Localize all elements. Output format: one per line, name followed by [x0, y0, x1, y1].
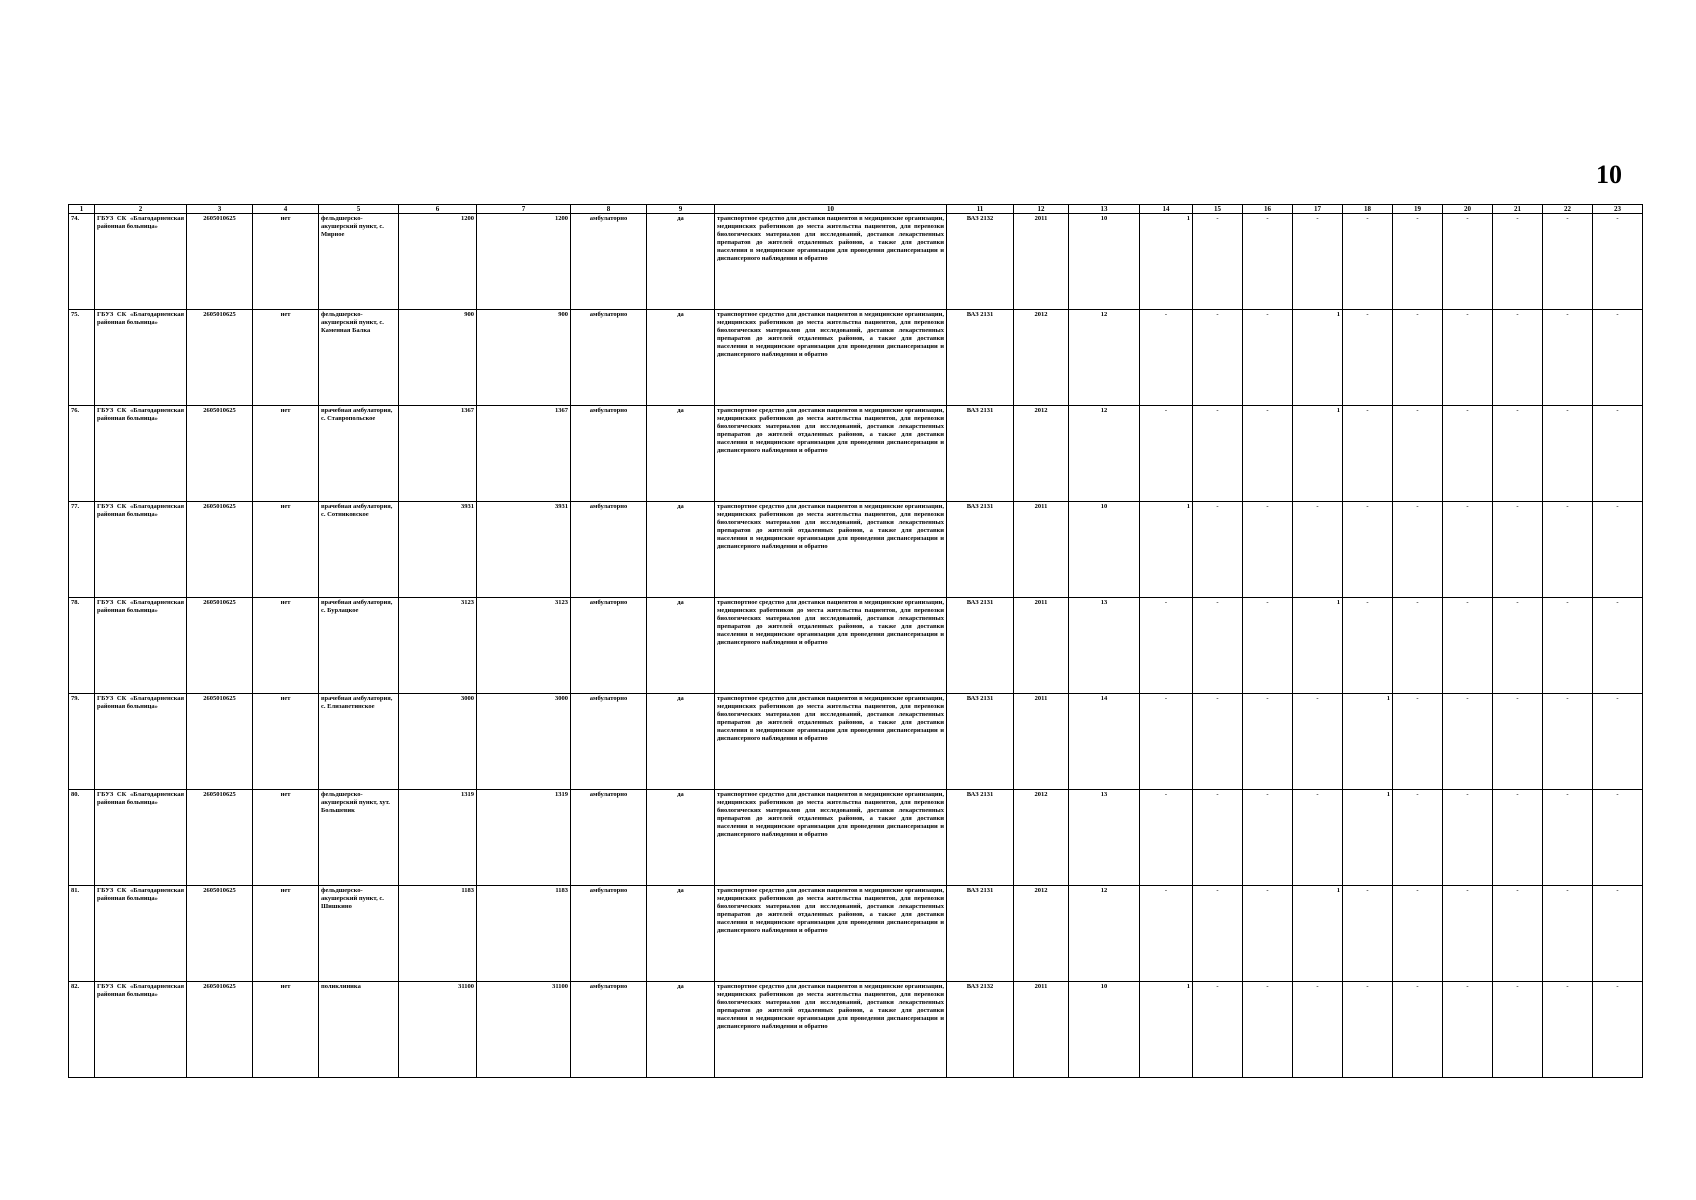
inn-code-cell: 2605010625 — [187, 406, 253, 502]
vehicle-year-cell: 2011 — [1014, 598, 1069, 694]
count-col-23-cell: - — [1593, 598, 1643, 694]
vehicle-model-cell: ВАЗ 2132 — [947, 982, 1014, 1078]
count-col-19-cell: - — [1393, 214, 1443, 310]
vehicle-purpose-cell: транспортное средство для доставки пациентов в медицинские организации, медицинских работников до места жительства пациентов, для перевозки биологических материалов для исследований, доставки лекарственных препаратов до жителей отдаленных районов, а также для доставки населения в медицинские организации для проведения диспансеризации и диспансерного наблюдения и обратно — [715, 502, 947, 598]
vehicle-age-cell: 13 — [1069, 598, 1140, 694]
location-cell: поликлиника — [319, 982, 399, 1078]
population-served-cell: 1200 — [399, 214, 477, 310]
location-cell: фельдшерско-акушерский пункт, хут. Большевик — [319, 790, 399, 886]
count-col-22-cell: - — [1543, 886, 1593, 982]
population-served-cell: 1367 — [399, 406, 477, 502]
inn-code-cell: 2605010625 — [187, 982, 253, 1078]
count-col-15-cell: - — [1193, 694, 1243, 790]
count-col-14-cell: 1 — [1140, 502, 1193, 598]
column-number-row — [69, 205, 1643, 214]
need-flag-cell: да — [647, 502, 715, 598]
inn-code-cell: 2605010625 — [187, 598, 253, 694]
column-number-11: 11 — [947, 205, 1014, 214]
inn-code-cell: 2605010625 — [187, 502, 253, 598]
ownership-flag-cell: нет — [253, 982, 319, 1078]
count-col-18-cell: - — [1343, 982, 1393, 1078]
count-col-15-cell: - — [1193, 982, 1243, 1078]
table-row — [69, 406, 1643, 502]
count-col-14-cell: - — [1140, 694, 1193, 790]
need-flag-cell: да — [647, 790, 715, 886]
count-col-17-cell: 1 — [1293, 310, 1343, 406]
inn-code-cell: 2605010625 — [187, 214, 253, 310]
count-col-15-cell: - — [1193, 790, 1243, 886]
count-col-17-cell: - — [1293, 790, 1343, 886]
count-col-22-cell: - — [1543, 598, 1593, 694]
count-col-16-cell: - — [1243, 310, 1293, 406]
count-col-16-cell: - — [1243, 502, 1293, 598]
count-col-20-cell: - — [1443, 310, 1493, 406]
count-col-23-cell: - — [1593, 982, 1643, 1078]
vehicle-year-cell: 2011 — [1014, 694, 1069, 790]
need-flag-cell: да — [647, 598, 715, 694]
column-number-19: 19 — [1393, 205, 1443, 214]
count-col-18-cell: - — [1343, 406, 1393, 502]
organization-cell: ГБУЗ СК «Благодарненская районная больница» — [95, 214, 187, 310]
row-number-cell: 80. — [69, 790, 95, 886]
need-flag-cell: да — [647, 886, 715, 982]
table-row — [69, 502, 1643, 598]
count-col-14-cell: - — [1140, 790, 1193, 886]
vehicle-age-cell: 12 — [1069, 406, 1140, 502]
column-number-6: 6 — [399, 205, 477, 214]
vehicle-purpose-cell: транспортное средство для доставки пациентов в медицинские организации, медицинских работников до места жительства пациентов, для перевозки биологических материалов для исследований, доставки лекарственных препаратов до жителей отдаленных районов, а также для доставки населения в медицинские организации для проведения диспансеризации и диспансерного наблюдения и обратно — [715, 214, 947, 310]
row-number-cell: 78. — [69, 598, 95, 694]
count-col-20-cell: - — [1443, 502, 1493, 598]
column-number-13: 13 — [1069, 205, 1140, 214]
ownership-flag-cell: нет — [253, 694, 319, 790]
vehicle-year-cell: 2012 — [1014, 310, 1069, 406]
inn-code-cell: 2605010625 — [187, 310, 253, 406]
population-served-cell: 3931 — [399, 502, 477, 598]
population-attached-cell: 3000 — [477, 694, 571, 790]
vehicle-purpose-cell: транспортное средство для доставки пациентов в медицинские организации, медицинских работников до места жительства пациентов, для перевозки биологических материалов для исследований, доставки лекарственных препаратов до жителей отдаленных районов, а также для доставки населения в медицинские организации для проведения диспансеризации и диспансерного наблюдения и обратно — [715, 982, 947, 1078]
vehicle-model-cell: ВАЗ 2131 — [947, 310, 1014, 406]
table-row — [69, 790, 1643, 886]
column-number-21: 21 — [1493, 205, 1543, 214]
count-col-19-cell: - — [1393, 886, 1443, 982]
column-number-4: 4 — [253, 205, 319, 214]
vehicle-age-cell: 14 — [1069, 694, 1140, 790]
vehicle-model-cell: ВАЗ 2131 — [947, 790, 1014, 886]
count-col-20-cell: - — [1443, 886, 1493, 982]
column-number-1: 1 — [69, 205, 95, 214]
ownership-flag-cell: нет — [253, 886, 319, 982]
ownership-flag-cell: нет — [253, 214, 319, 310]
population-served-cell: 900 — [399, 310, 477, 406]
table-row — [69, 598, 1643, 694]
count-col-21-cell: - — [1493, 982, 1543, 1078]
row-number-cell: 77. — [69, 502, 95, 598]
count-col-15-cell: - — [1193, 214, 1243, 310]
count-col-17-cell: - — [1293, 502, 1343, 598]
organization-cell: ГБУЗ СК «Благодарненская районная больница» — [95, 502, 187, 598]
service-mode-cell: амбулаторно — [571, 502, 647, 598]
vehicle-model-cell: ВАЗ 2131 — [947, 598, 1014, 694]
column-number-14: 14 — [1140, 205, 1193, 214]
vehicle-purpose-cell: транспортное средство для доставки пациентов в медицинские организации, медицинских работников до места жительства пациентов, для перевозки биологических материалов для исследований, доставки лекарственных препаратов до жителей отдаленных районов, а также для доставки населения в медицинские организации для проведения диспансеризации и диспансерного наблюдения и обратно — [715, 886, 947, 982]
count-col-22-cell: - — [1543, 214, 1593, 310]
vehicle-year-cell: 2012 — [1014, 406, 1069, 502]
vehicle-year-cell: 2011 — [1014, 214, 1069, 310]
count-col-23-cell: - — [1593, 406, 1643, 502]
organization-cell: ГБУЗ СК «Благодарненская районная больница» — [95, 982, 187, 1078]
column-number-10: 10 — [715, 205, 947, 214]
population-attached-cell: 1200 — [477, 214, 571, 310]
count-col-21-cell: - — [1493, 886, 1543, 982]
location-cell: врачебная амбулатория, с. Сотниковское — [319, 502, 399, 598]
column-number-12: 12 — [1014, 205, 1069, 214]
column-number-20: 20 — [1443, 205, 1493, 214]
count-col-21-cell: - — [1493, 214, 1543, 310]
count-col-23-cell: - — [1593, 790, 1643, 886]
organization-cell: ГБУЗ СК «Благодарненская районная больница» — [95, 790, 187, 886]
ownership-flag-cell: нет — [253, 310, 319, 406]
location-cell: врачебная амбулатория, с. Елизаветинское — [319, 694, 399, 790]
column-number-17: 17 — [1293, 205, 1343, 214]
table-row — [69, 886, 1643, 982]
count-col-20-cell: - — [1443, 790, 1493, 886]
row-number-cell: 79. — [69, 694, 95, 790]
table-row — [69, 694, 1643, 790]
count-col-16-cell: - — [1243, 598, 1293, 694]
vehicle-register-table — [68, 204, 1643, 1078]
population-attached-cell: 900 — [477, 310, 571, 406]
population-served-cell: 31100 — [399, 982, 477, 1078]
vehicle-age-cell: 12 — [1069, 310, 1140, 406]
row-number-cell: 81. — [69, 886, 95, 982]
service-mode-cell: амбулаторно — [571, 214, 647, 310]
population-served-cell: 3000 — [399, 694, 477, 790]
count-col-21-cell: - — [1493, 598, 1543, 694]
ownership-flag-cell: нет — [253, 598, 319, 694]
vehicle-year-cell: 2011 — [1014, 982, 1069, 1078]
column-number-7: 7 — [477, 205, 571, 214]
table-row — [69, 310, 1643, 406]
count-col-14-cell: - — [1140, 886, 1193, 982]
count-col-17-cell: - — [1293, 982, 1343, 1078]
count-col-20-cell: - — [1443, 694, 1493, 790]
count-col-17-cell: 1 — [1293, 406, 1343, 502]
population-attached-cell: 1319 — [477, 790, 571, 886]
ownership-flag-cell: нет — [253, 502, 319, 598]
count-col-15-cell: - — [1193, 886, 1243, 982]
vehicle-age-cell: 10 — [1069, 502, 1140, 598]
location-cell: врачебная амбулатория, с. Ставропольское — [319, 406, 399, 502]
count-col-23-cell: - — [1593, 694, 1643, 790]
ownership-flag-cell: нет — [253, 406, 319, 502]
need-flag-cell: да — [647, 982, 715, 1078]
location-cell: фельдшерско-акушерский пункт, с. Шишкино — [319, 886, 399, 982]
count-col-14-cell: - — [1140, 598, 1193, 694]
count-col-18-cell: - — [1343, 310, 1393, 406]
organization-cell: ГБУЗ СК «Благодарненская районная больница» — [95, 694, 187, 790]
count-col-21-cell: - — [1493, 310, 1543, 406]
count-col-18-cell: 1 — [1343, 694, 1393, 790]
count-col-20-cell: - — [1443, 214, 1493, 310]
vehicle-purpose-cell: транспортное средство для доставки пациентов в медицинские организации, медицинских работников до места жительства пациентов, для перевозки биологических материалов для исследований, доставки лекарственных препаратов до жителей отдаленных районов, а также для доставки населения в медицинские организации для проведения диспансеризации и диспансерного наблюдения и обратно — [715, 310, 947, 406]
column-number-23: 23 — [1593, 205, 1643, 214]
count-col-23-cell: - — [1593, 502, 1643, 598]
vehicle-model-cell: ВАЗ 2131 — [947, 502, 1014, 598]
organization-cell: ГБУЗ СК «Благодарненская районная больница» — [95, 406, 187, 502]
count-col-19-cell: - — [1393, 598, 1443, 694]
count-col-17-cell: - — [1293, 214, 1343, 310]
vehicle-purpose-cell: транспортное средство для доставки пациентов в медицинские организации, медицинских работников до места жительства пациентов, для перевозки биологических материалов для исследований, доставки лекарственных препаратов до жителей отдаленных районов, а также для доставки населения в медицинские организации для проведения диспансеризации и диспансерного наблюдения и обратно — [715, 598, 947, 694]
count-col-18-cell: - — [1343, 886, 1393, 982]
service-mode-cell: амбулаторно — [571, 790, 647, 886]
count-col-15-cell: - — [1193, 310, 1243, 406]
column-number-18: 18 — [1343, 205, 1393, 214]
count-col-21-cell: - — [1493, 694, 1543, 790]
column-number-2: 2 — [95, 205, 187, 214]
organization-cell: ГБУЗ СК «Благодарненская районная больница» — [95, 886, 187, 982]
count-col-22-cell: - — [1543, 694, 1593, 790]
vehicle-age-cell: 13 — [1069, 790, 1140, 886]
count-col-15-cell: - — [1193, 502, 1243, 598]
page-number: 10 — [1596, 160, 1622, 189]
population-attached-cell: 3931 — [477, 502, 571, 598]
column-number-15: 15 — [1193, 205, 1243, 214]
count-col-16-cell: - — [1243, 982, 1293, 1078]
row-number-cell: 75. — [69, 310, 95, 406]
count-col-19-cell: - — [1393, 982, 1443, 1078]
inn-code-cell: 2605010625 — [187, 886, 253, 982]
count-col-19-cell: - — [1393, 790, 1443, 886]
count-col-23-cell: - — [1593, 310, 1643, 406]
count-col-15-cell: - — [1193, 598, 1243, 694]
service-mode-cell: амбулаторно — [571, 598, 647, 694]
count-col-22-cell: - — [1543, 406, 1593, 502]
count-col-16-cell: - — [1243, 886, 1293, 982]
count-col-19-cell: - — [1393, 310, 1443, 406]
count-col-14-cell: 1 — [1140, 982, 1193, 1078]
count-col-17-cell: 1 — [1293, 886, 1343, 982]
vehicle-model-cell: ВАЗ 2131 — [947, 694, 1014, 790]
count-col-20-cell: - — [1443, 406, 1493, 502]
count-col-22-cell: - — [1543, 310, 1593, 406]
count-col-22-cell: - — [1543, 502, 1593, 598]
count-col-16-cell: - — [1243, 214, 1293, 310]
vehicle-purpose-cell: транспортное средство для доставки пациентов в медицинские организации, медицинских работников до места жительства пациентов, для перевозки биологических материалов для исследований, доставки лекарственных препаратов до жителей отдаленных районов, а также для доставки населения в медицинские организации для проведения диспансеризации и диспансерного наблюдения и обратно — [715, 406, 947, 502]
count-col-23-cell: - — [1593, 214, 1643, 310]
column-number-9: 9 — [647, 205, 715, 214]
count-col-19-cell: - — [1393, 694, 1443, 790]
column-number-8: 8 — [571, 205, 647, 214]
population-attached-cell: 3123 — [477, 598, 571, 694]
need-flag-cell: да — [647, 406, 715, 502]
count-col-14-cell: - — [1140, 406, 1193, 502]
vehicle-age-cell: 10 — [1069, 214, 1140, 310]
location-cell: врачебная амбулатория, с. Бурлацкое — [319, 598, 399, 694]
inn-code-cell: 2605010625 — [187, 694, 253, 790]
column-number-5: 5 — [319, 205, 399, 214]
service-mode-cell: амбулаторно — [571, 886, 647, 982]
vehicle-year-cell: 2011 — [1014, 502, 1069, 598]
vehicle-model-cell: ВАЗ 2131 — [947, 406, 1014, 502]
count-col-21-cell: - — [1493, 502, 1543, 598]
count-col-17-cell: 1 — [1293, 598, 1343, 694]
count-col-19-cell: - — [1393, 406, 1443, 502]
need-flag-cell: да — [647, 694, 715, 790]
count-col-22-cell: - — [1543, 982, 1593, 1078]
service-mode-cell: амбулаторно — [571, 694, 647, 790]
population-served-cell: 3123 — [399, 598, 477, 694]
need-flag-cell: да — [647, 310, 715, 406]
ownership-flag-cell: нет — [253, 790, 319, 886]
population-attached-cell: 1367 — [477, 406, 571, 502]
table-row — [69, 214, 1643, 310]
location-cell: фельдшерско-акушерский пункт, с. Мирное — [319, 214, 399, 310]
count-col-14-cell: - — [1140, 310, 1193, 406]
count-col-16-cell: - — [1243, 790, 1293, 886]
count-col-19-cell: - — [1393, 502, 1443, 598]
count-col-16-cell: - — [1243, 694, 1293, 790]
vehicle-model-cell: ВАЗ 2131 — [947, 886, 1014, 982]
row-number-cell: 76. — [69, 406, 95, 502]
count-col-16-cell: - — [1243, 406, 1293, 502]
count-col-23-cell: - — [1593, 886, 1643, 982]
inn-code-cell: 2605010625 — [187, 790, 253, 886]
organization-cell: ГБУЗ СК «Благодарненская районная больница» — [95, 598, 187, 694]
population-attached-cell: 1183 — [477, 886, 571, 982]
count-col-17-cell: - — [1293, 694, 1343, 790]
vehicle-purpose-cell: транспортное средство для доставки пациентов в медицинские организации, медицинских работников до места жительства пациентов, для перевозки биологических материалов для исследований, доставки лекарственных препаратов до жителей отдаленных районов, а также для доставки населения в медицинские организации для проведения диспансеризации и диспансерного наблюдения и обратно — [715, 790, 947, 886]
count-col-21-cell: - — [1493, 406, 1543, 502]
count-col-18-cell: - — [1343, 214, 1393, 310]
column-number-3: 3 — [187, 205, 253, 214]
organization-cell: ГБУЗ СК «Благодарненская районная больница» — [95, 310, 187, 406]
count-col-21-cell: - — [1493, 790, 1543, 886]
count-col-20-cell: - — [1443, 982, 1493, 1078]
need-flag-cell: да — [647, 214, 715, 310]
service-mode-cell: амбулаторно — [571, 406, 647, 502]
location-cell: фельдшерско-акушерский пункт, с. Каменная Балка — [319, 310, 399, 406]
vehicle-age-cell: 12 — [1069, 886, 1140, 982]
table-row — [69, 982, 1643, 1078]
vehicle-year-cell: 2012 — [1014, 790, 1069, 886]
vehicle-purpose-cell: транспортное средство для доставки пациентов в медицинские организации, медицинских работников до места жительства пациентов, для перевозки биологических материалов для исследований, доставки лекарственных препаратов до жителей отдаленных районов, а также для доставки населения в медицинские организации для проведения диспансеризации и диспансерного наблюдения и обратно — [715, 694, 947, 790]
population-attached-cell: 31100 — [477, 982, 571, 1078]
population-served-cell: 1183 — [399, 886, 477, 982]
service-mode-cell: амбулаторно — [571, 310, 647, 406]
population-served-cell: 1319 — [399, 790, 477, 886]
vehicle-age-cell: 10 — [1069, 982, 1140, 1078]
count-col-15-cell: - — [1193, 406, 1243, 502]
count-col-22-cell: - — [1543, 790, 1593, 886]
count-col-20-cell: - — [1443, 598, 1493, 694]
count-col-18-cell: 1 — [1343, 790, 1393, 886]
column-number-22: 22 — [1543, 205, 1593, 214]
count-col-18-cell: - — [1343, 598, 1393, 694]
count-col-14-cell: 1 — [1140, 214, 1193, 310]
row-number-cell: 74. — [69, 214, 95, 310]
row-number-cell: 82. — [69, 982, 95, 1078]
count-col-18-cell: - — [1343, 502, 1393, 598]
service-mode-cell: амбулаторно — [571, 982, 647, 1078]
vehicle-model-cell: ВАЗ 2132 — [947, 214, 1014, 310]
column-number-16: 16 — [1243, 205, 1293, 214]
vehicle-year-cell: 2012 — [1014, 886, 1069, 982]
